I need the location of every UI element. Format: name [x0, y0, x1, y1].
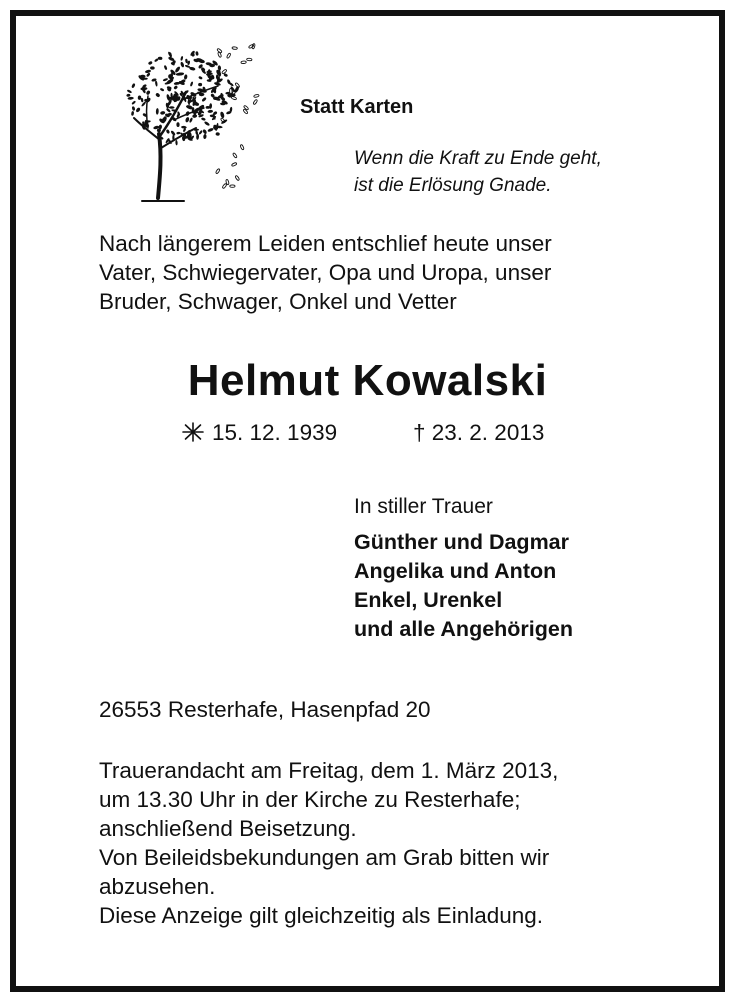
intro-line: Vater, Schwiegervater, Opa und Uropa, unser [99, 260, 552, 285]
death-date: † 23. 2. 2013 [413, 420, 545, 445]
service-line: Von Beileidsbekundungen am Grab bitten wir [99, 845, 550, 870]
mourner-names [354, 528, 573, 644]
deceased-name: Helmut Kowalski [187, 356, 548, 405]
heading-statt-karten: Statt Karten [300, 96, 414, 118]
service-info [99, 756, 558, 930]
intro-line: Nach längerem Leiden entschlief heute unser [99, 231, 552, 256]
intro-line: Bruder, Schwager, Onkel und Vetter [99, 289, 457, 314]
service-line: Diese Anzeige gilt gleichzeitig als Einladung. [99, 903, 544, 928]
wind-blown-tree-icon [112, 36, 262, 206]
mourner-line: Enkel, Urenkel [354, 588, 503, 612]
service-line: Trauerandacht am Freitag, dem 1. März 2013, [99, 758, 559, 783]
address-line: 26553 Resterhafe, Hasenpfad 20 [99, 697, 431, 722]
motto-line: ist die Erlösung Gnade. [354, 175, 552, 196]
service-line: um 13.30 Uhr in der Kirche zu Resterhafe; [99, 787, 521, 812]
intro-text [99, 229, 552, 316]
birth-date [180, 420, 337, 446]
mourning-label: In stiller Trauer [354, 495, 493, 518]
motto-quote [354, 145, 602, 199]
service-line: anschließend Beisetzung. [99, 816, 357, 841]
mourner-line: Angelika und Anton [354, 559, 557, 583]
service-line: abzusehen. [99, 874, 216, 899]
asterisk-star-icon [180, 422, 206, 442]
birth-date-text: 15. 12. 1939 [212, 420, 338, 445]
mourner-line: und alle Angehörigen [354, 617, 573, 641]
motto-line: Wenn die Kraft zu Ende geht, [354, 148, 602, 169]
mourner-line: Günther und Dagmar [354, 530, 570, 554]
